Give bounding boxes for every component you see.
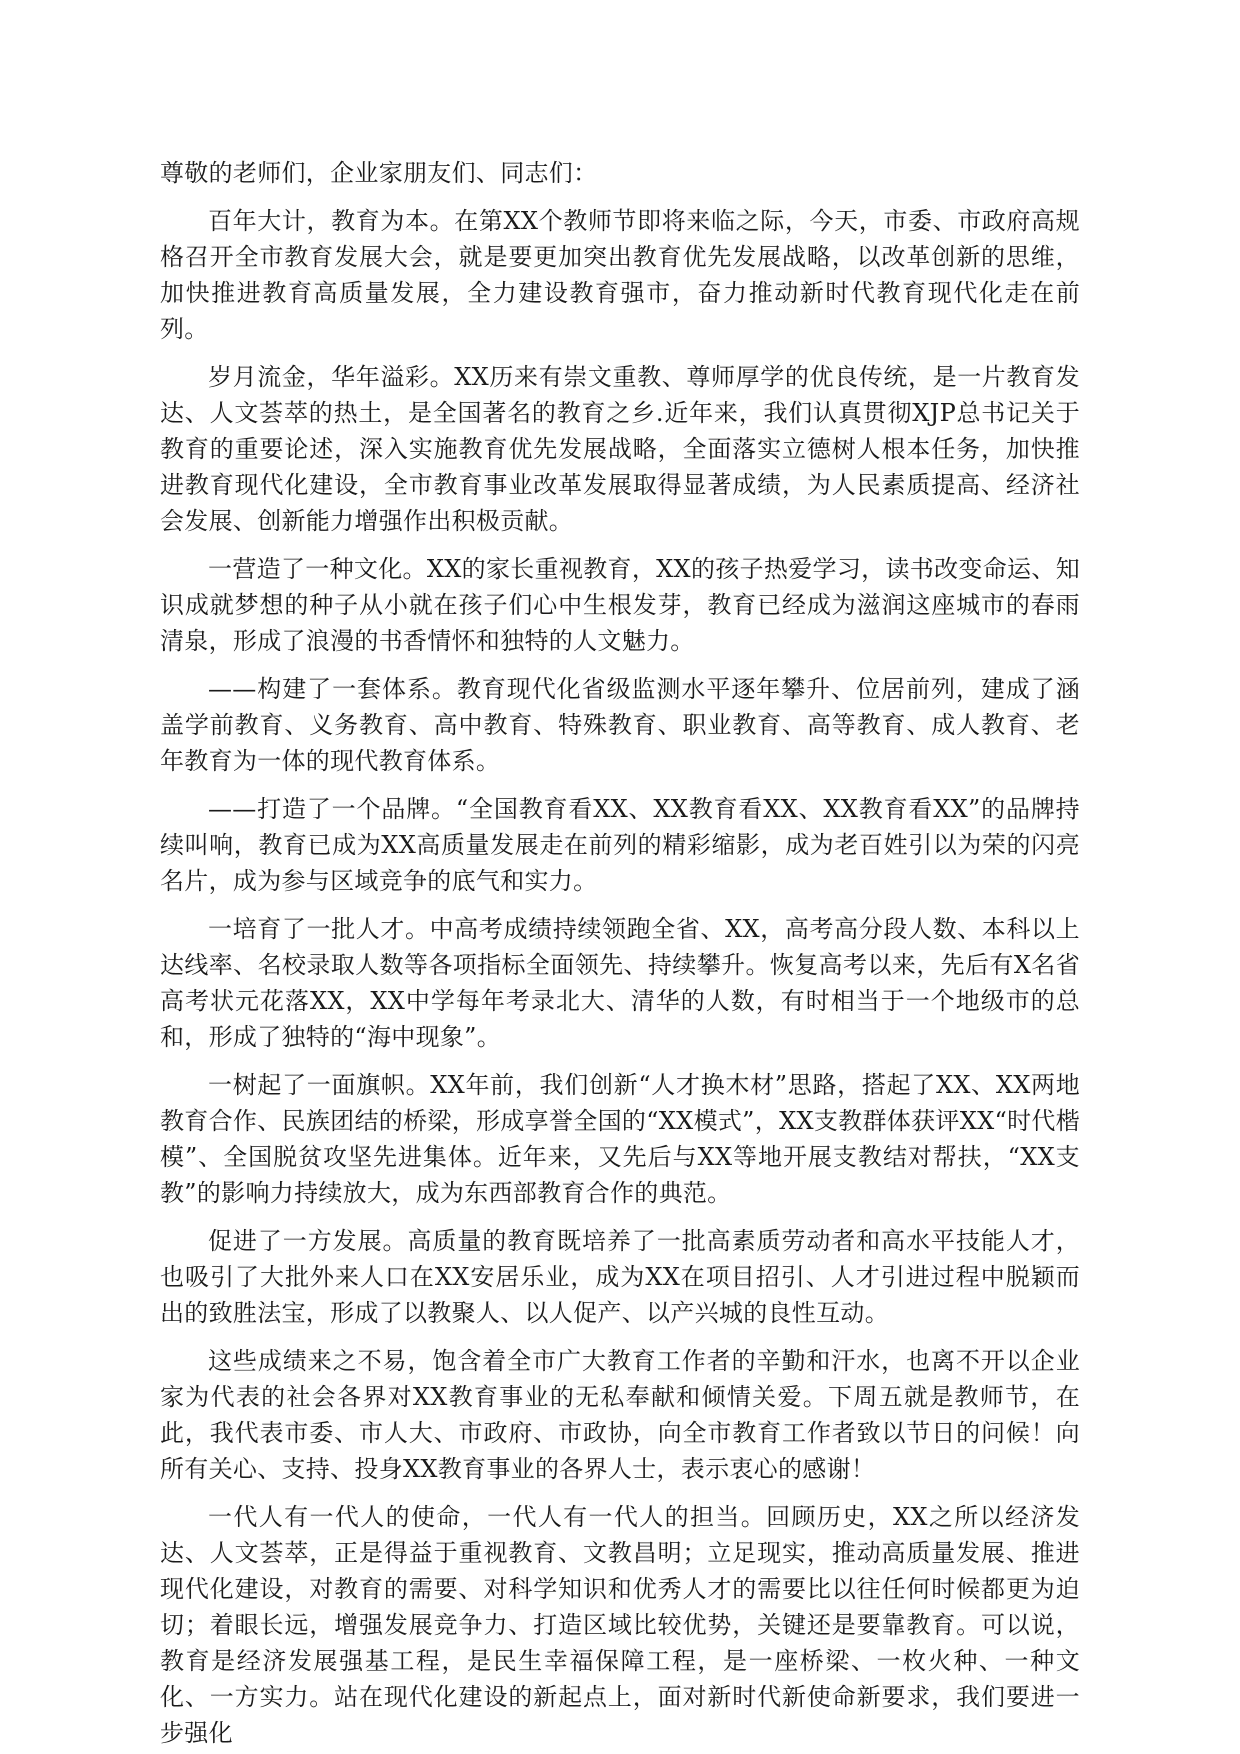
paragraph-development: 促进了一方发展。高质量的教育既培养了一批高素质劳动者和高水平技能人才，也吸引了大批外来人口在XX安居乐业，成为XX在项目招引、人才引进过程中脱颖而出的致胜法宝，形成了以教聚人、以人促产、以产兴城的良性互动。 — [160, 1227, 1080, 1327]
paragraph-mission: 一代人有一代人的使命，一代人有一代人的担当。回顾历史，XX之所以经济发达、人文荟萃，正是得益于重视教育、文教昌明；立足现实，推动高质量发展、推进现代化建设，对教育的需要、对科学知识和优秀人才的需要比以往任何时候都更为迫切；着眼长远，增强发展竞争力、打造区域比较优势，关键还是要靠教育。可以说，教育是经济发展强基工程，是民生幸福保障工程，是一座桥梁、一枚火种、一种文化、一方实力。站在现代化建设的新起点上，面对新时代新使命新要求，我们要进一步强化 — [160, 1503, 1080, 1747]
greeting-line: 尊敬的老师们，企业家朋友们、同志们： — [160, 159, 598, 187]
paragraph-brand: ——打造了一个品牌。“全国教育看XX、XX教育看XX、XX教育看XX”的品牌持续叫响，教育已成为XX高质量发展走在前列的精彩缩影，成为老百姓引以为荣的闪亮名片，成为参与区域竞争的底气和实力。 — [160, 795, 1080, 895]
paragraph-achievements: 岁月流金，华年溢彩。XX历来有崇文重教、尊师厚学的优良传统，是一片教育发达、人文荟萃的热土，是全国著名的教育之乡.近年来，我们认真贯彻XJP总书记关于教育的重要论述，深入实施教育优先发展战略，全面落实立德树人根本任务，加快推进教育现代化建设，全市教育事业改革发展取得显著成绩，为人民素质提高、经济社会发展、创新能力增强作出积极贡献。 — [160, 363, 1080, 535]
paragraph-talent: 一培育了一批人才。中高考成绩持续领跑全省、XX，高考高分段人数、本科以上达线率、名校录取人数等各项指标全面领先、持续攀升。恢复高考以来，先后有X名省高考状元花落XX，XX中学每年考录北大、清华的人数，有时相当于一个地级市的总和，形成了独特的“海中现象”。 — [160, 915, 1080, 1051]
paragraph-thanks: 这些成绩来之不易，饱含着全市广大教育工作者的辛勤和汗水，也离不开以企业家为代表的社会各界对XX教育事业的无私奉献和倾情关爱。下周五就是教师节，在此，我代表市委、市人大、市政府、市政协，向全市教育工作者致以节日的问候！向所有关心、支持、投身XX教育事业的各界人士，表示衷心的感谢！ — [160, 1347, 1080, 1483]
paragraph-intro: 百年大计，教育为本。在第XX个教师节即将来临之际，今天，市委、市政府高规格召开全市教育发展大会，就是要更加突出教育优先发展战略，以改革创新的思维，加快推进教育高质量发展，全力建设教育强市，奋力推动新时代教育现代化走在前列。 — [160, 207, 1080, 343]
paragraph-culture: 一营造了一种文化。XX的家长重视教育，XX的孩子热爱学习，读书改变命运、知识成就梦想的种子从小就在孩子们心中生根发芽，教育已经成为滋润这座城市的春雨清泉，形成了浪漫的书香情怀和独特的人文魅力。 — [160, 555, 1080, 655]
paragraph-system: ——构建了一套体系。教育现代化省级监测水平逐年攀升、位居前列，建成了涵盖学前教育、义务教育、高中教育、特殊教育、职业教育、高等教育、成人教育、老年教育为一体的现代教育体系。 — [160, 675, 1080, 775]
paragraph-flag: 一树起了一面旗帜。XX年前，我们创新“人才换木材”思路，搭起了XX、XX两地教育合作、民族团结的桥梁，形成享誉全国的“XX模式”，XX支教群体获评XX“时代楷模”、全国脱贫攻坚先进集体。近年来，又先后与XX等地开展支教结对帮扶，“XX支教”的影响力持续放大，成为东西部教育合作的典范。 — [160, 1071, 1080, 1207]
